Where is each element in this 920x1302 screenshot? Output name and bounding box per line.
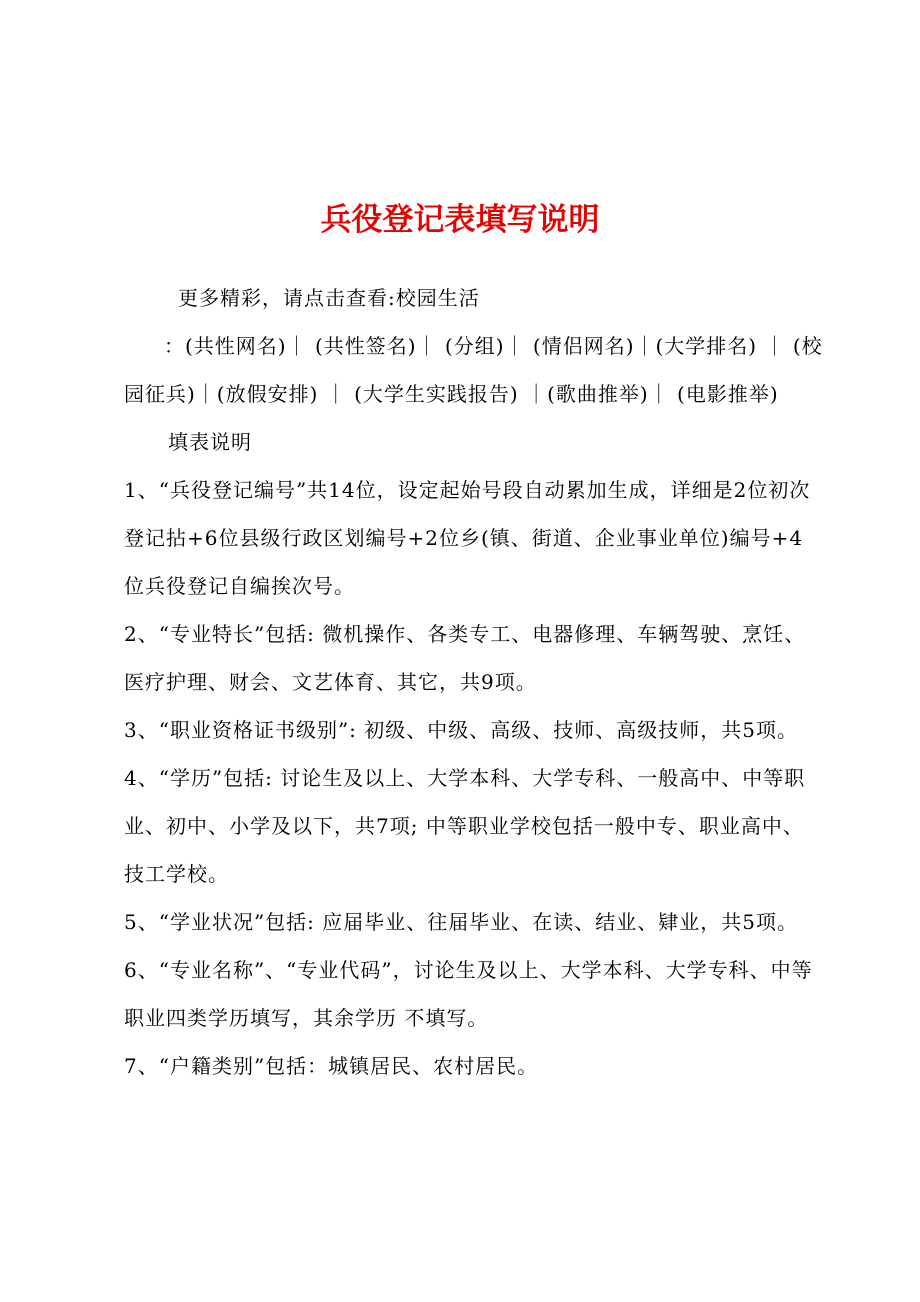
instruction-item-7: 7、“户籍类别”包括：城镇居民、农村居民。 [124, 1054, 539, 1078]
instruction-item-6: 6、“专业名称”、“专业代码”，讨论生及以上、大学本科、大学专科、中等职业四类学历填写，其余学历 不填写。 [124, 958, 813, 1030]
document-title: 兵役登记表填写说明 [320, 202, 600, 238]
instruction-item-2: 2、“专业特长”包括: 微机操作、各类专工、电器修理、车辆驾驶、烹饪、医疗护理、财会、文艺体育、其它，共9项。 [124, 622, 806, 694]
instruction-item-4: 4、“学历”包括: 讨论生及以上、大学本科、大学专科、一般高中、中等职业、初中、小学及以下，共7项; 中等职业学校包括一般中专、职业高中、技工学校。 [124, 766, 806, 886]
document-body [124, 274, 824, 1090]
instruction-item-1: 1、“兵役登记编号”共14位，设定起始号段自动累加生成，详细是2位初次登记拈+6位县级行政区划编号+2位乡(镇、街道、企业事业单位)编号+4位兵役登记自编挨次号。 [124, 478, 811, 598]
links-paragraph: ：(共性网名)｜ (共性签名)｜ (分组)｜ (情侣网名)｜(大学排名) ｜ (校园征兵)｜(放假安排) ｜ (大学生实践报告) ｜(歌曲推举)｜ (电影推举) [124, 334, 823, 406]
intro-line: 更多精彩，请点击查看:校园生活 [178, 286, 480, 310]
instruction-item-5: 5、“学业状况”包括: 应届毕业、往届毕业、在读、结业、肄业，共5项。 [124, 910, 798, 934]
section-heading: 填表说明 [168, 430, 252, 454]
instruction-item-3: 3、“职业资格证书级别”: 初级、中级、高级、技师、高级技师，共5项。 [124, 718, 798, 742]
